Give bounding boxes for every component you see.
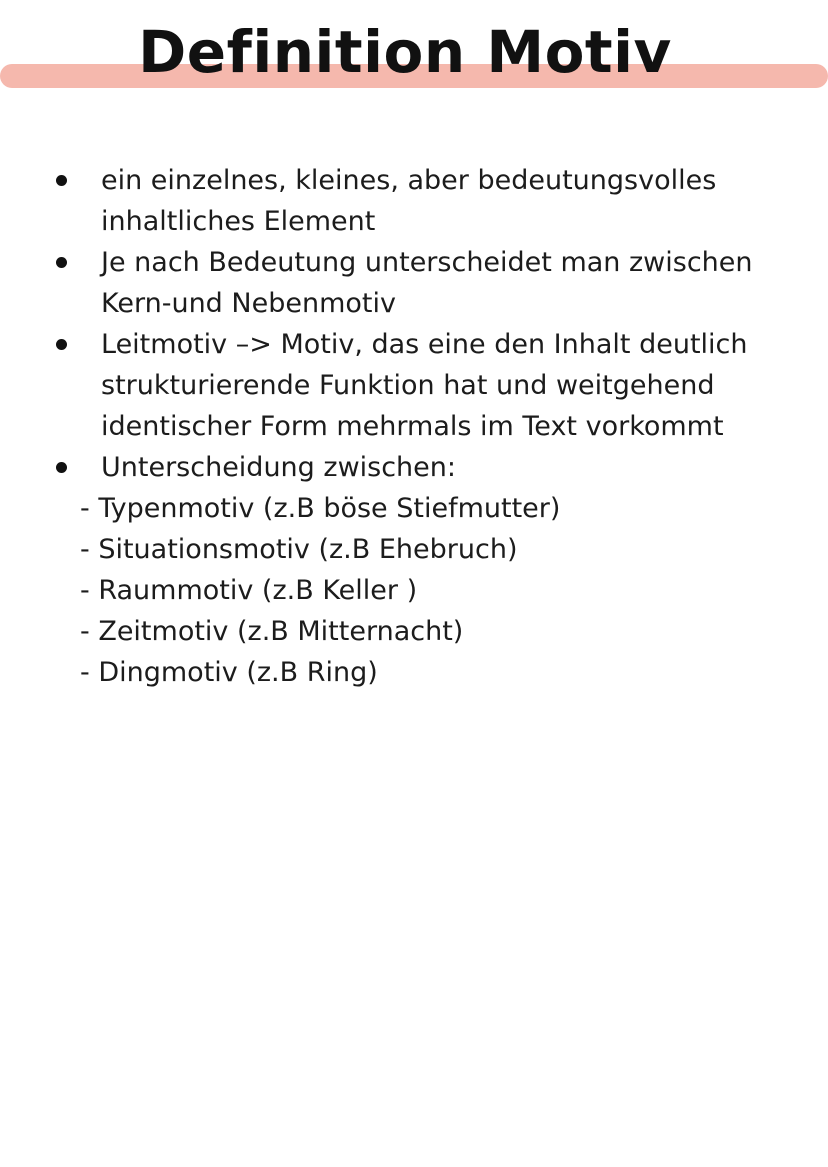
bullet-text: ein einzelnes, kleines, aber bedeutungsvolles inhaltliches Element	[101, 165, 717, 237]
sub-list-item: - Typenmotiv (z.B böse Stiefmutter)	[80, 493, 561, 524]
sub-list-item: - Dingmotiv (z.B Ring)	[80, 657, 378, 688]
bullet-item	[0, 160, 791, 242]
sub-list-item: - Zeitmotiv (z.B Mitternacht)	[80, 616, 464, 647]
page-title: Definition Motiv	[138, 18, 672, 86]
bullet-dot-icon	[56, 175, 67, 186]
bullet-text: Je nach Bedeutung unterscheidet man zwischen Kern-und Nebenmotiv	[101, 247, 753, 319]
content	[0, 160, 828, 693]
sub-list-item: - Situationsmotiv (z.B Ehebruch)	[80, 534, 518, 565]
bullet-item	[0, 242, 791, 324]
bullet-text: Leitmotiv –> Motiv, das eine den Inhalt deutlich strukturierende Funktion hat und weitgehend identischer Form mehrmals im Text vorkommt	[101, 329, 748, 442]
bullet-dot-icon	[56, 257, 67, 268]
bullet-item	[0, 447, 791, 488]
sub-list-item: - Raummotiv (z.B Keller )	[80, 575, 418, 606]
bullet-dot-icon	[56, 339, 67, 350]
bullet-item	[0, 324, 791, 447]
bullet-text: Unterscheidung zwischen:	[101, 452, 456, 483]
bullet-dot-icon	[56, 462, 67, 473]
